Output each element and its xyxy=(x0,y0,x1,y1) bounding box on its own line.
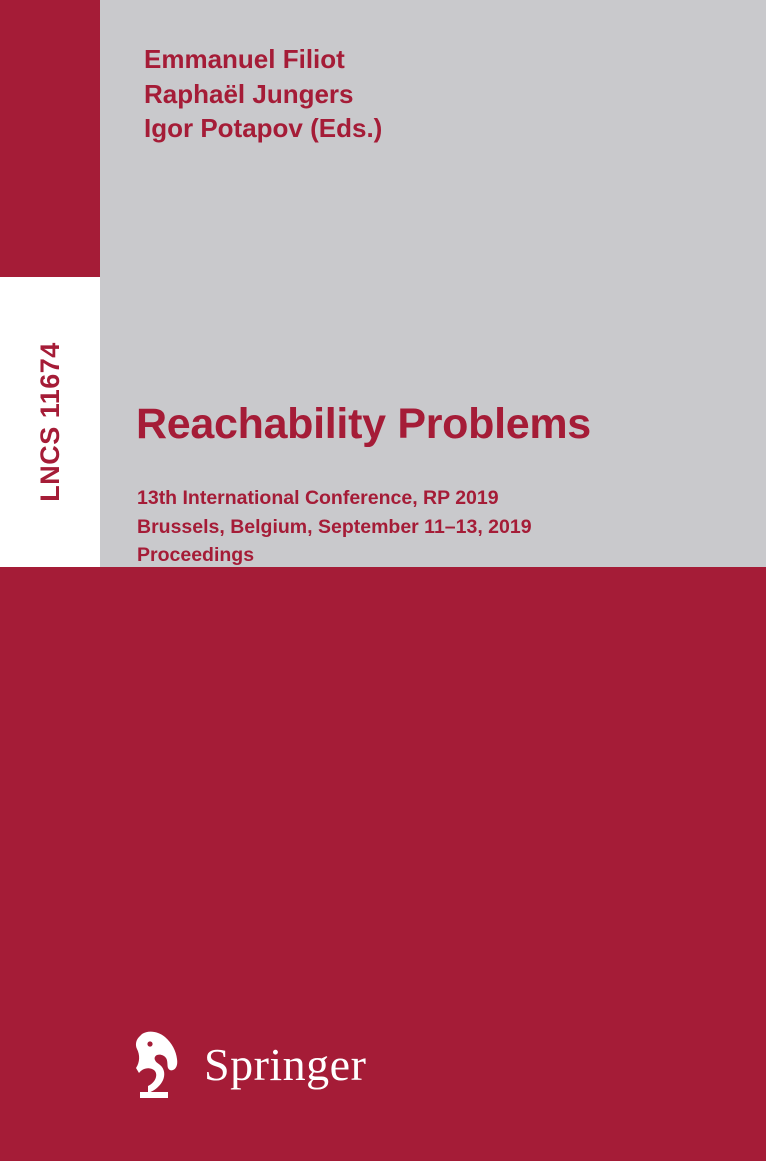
publisher-name: Springer xyxy=(204,1038,367,1090)
spine-bottom-band xyxy=(0,567,100,1161)
publisher-logo xyxy=(128,1028,366,1100)
editor-name: Igor Potapov (Eds.) xyxy=(144,113,383,144)
proceedings-label: Proceedings xyxy=(137,544,255,567)
editor-name: Emmanuel Filiot xyxy=(144,44,345,74)
series-label: LNCS 11674 xyxy=(34,342,65,502)
conference-line: Brussels, Belgium, September 11–13, 2019 xyxy=(137,515,532,538)
spine-top-band xyxy=(0,0,100,277)
book-title: Reachability Problems xyxy=(136,400,591,448)
conference-details xyxy=(137,484,737,570)
conference-line: 13th International Conference, RP 2019 xyxy=(137,487,499,509)
editor-name: Raphaël Jungers xyxy=(144,78,354,109)
springer-horse-icon xyxy=(128,1028,190,1100)
editor-list xyxy=(144,42,704,146)
